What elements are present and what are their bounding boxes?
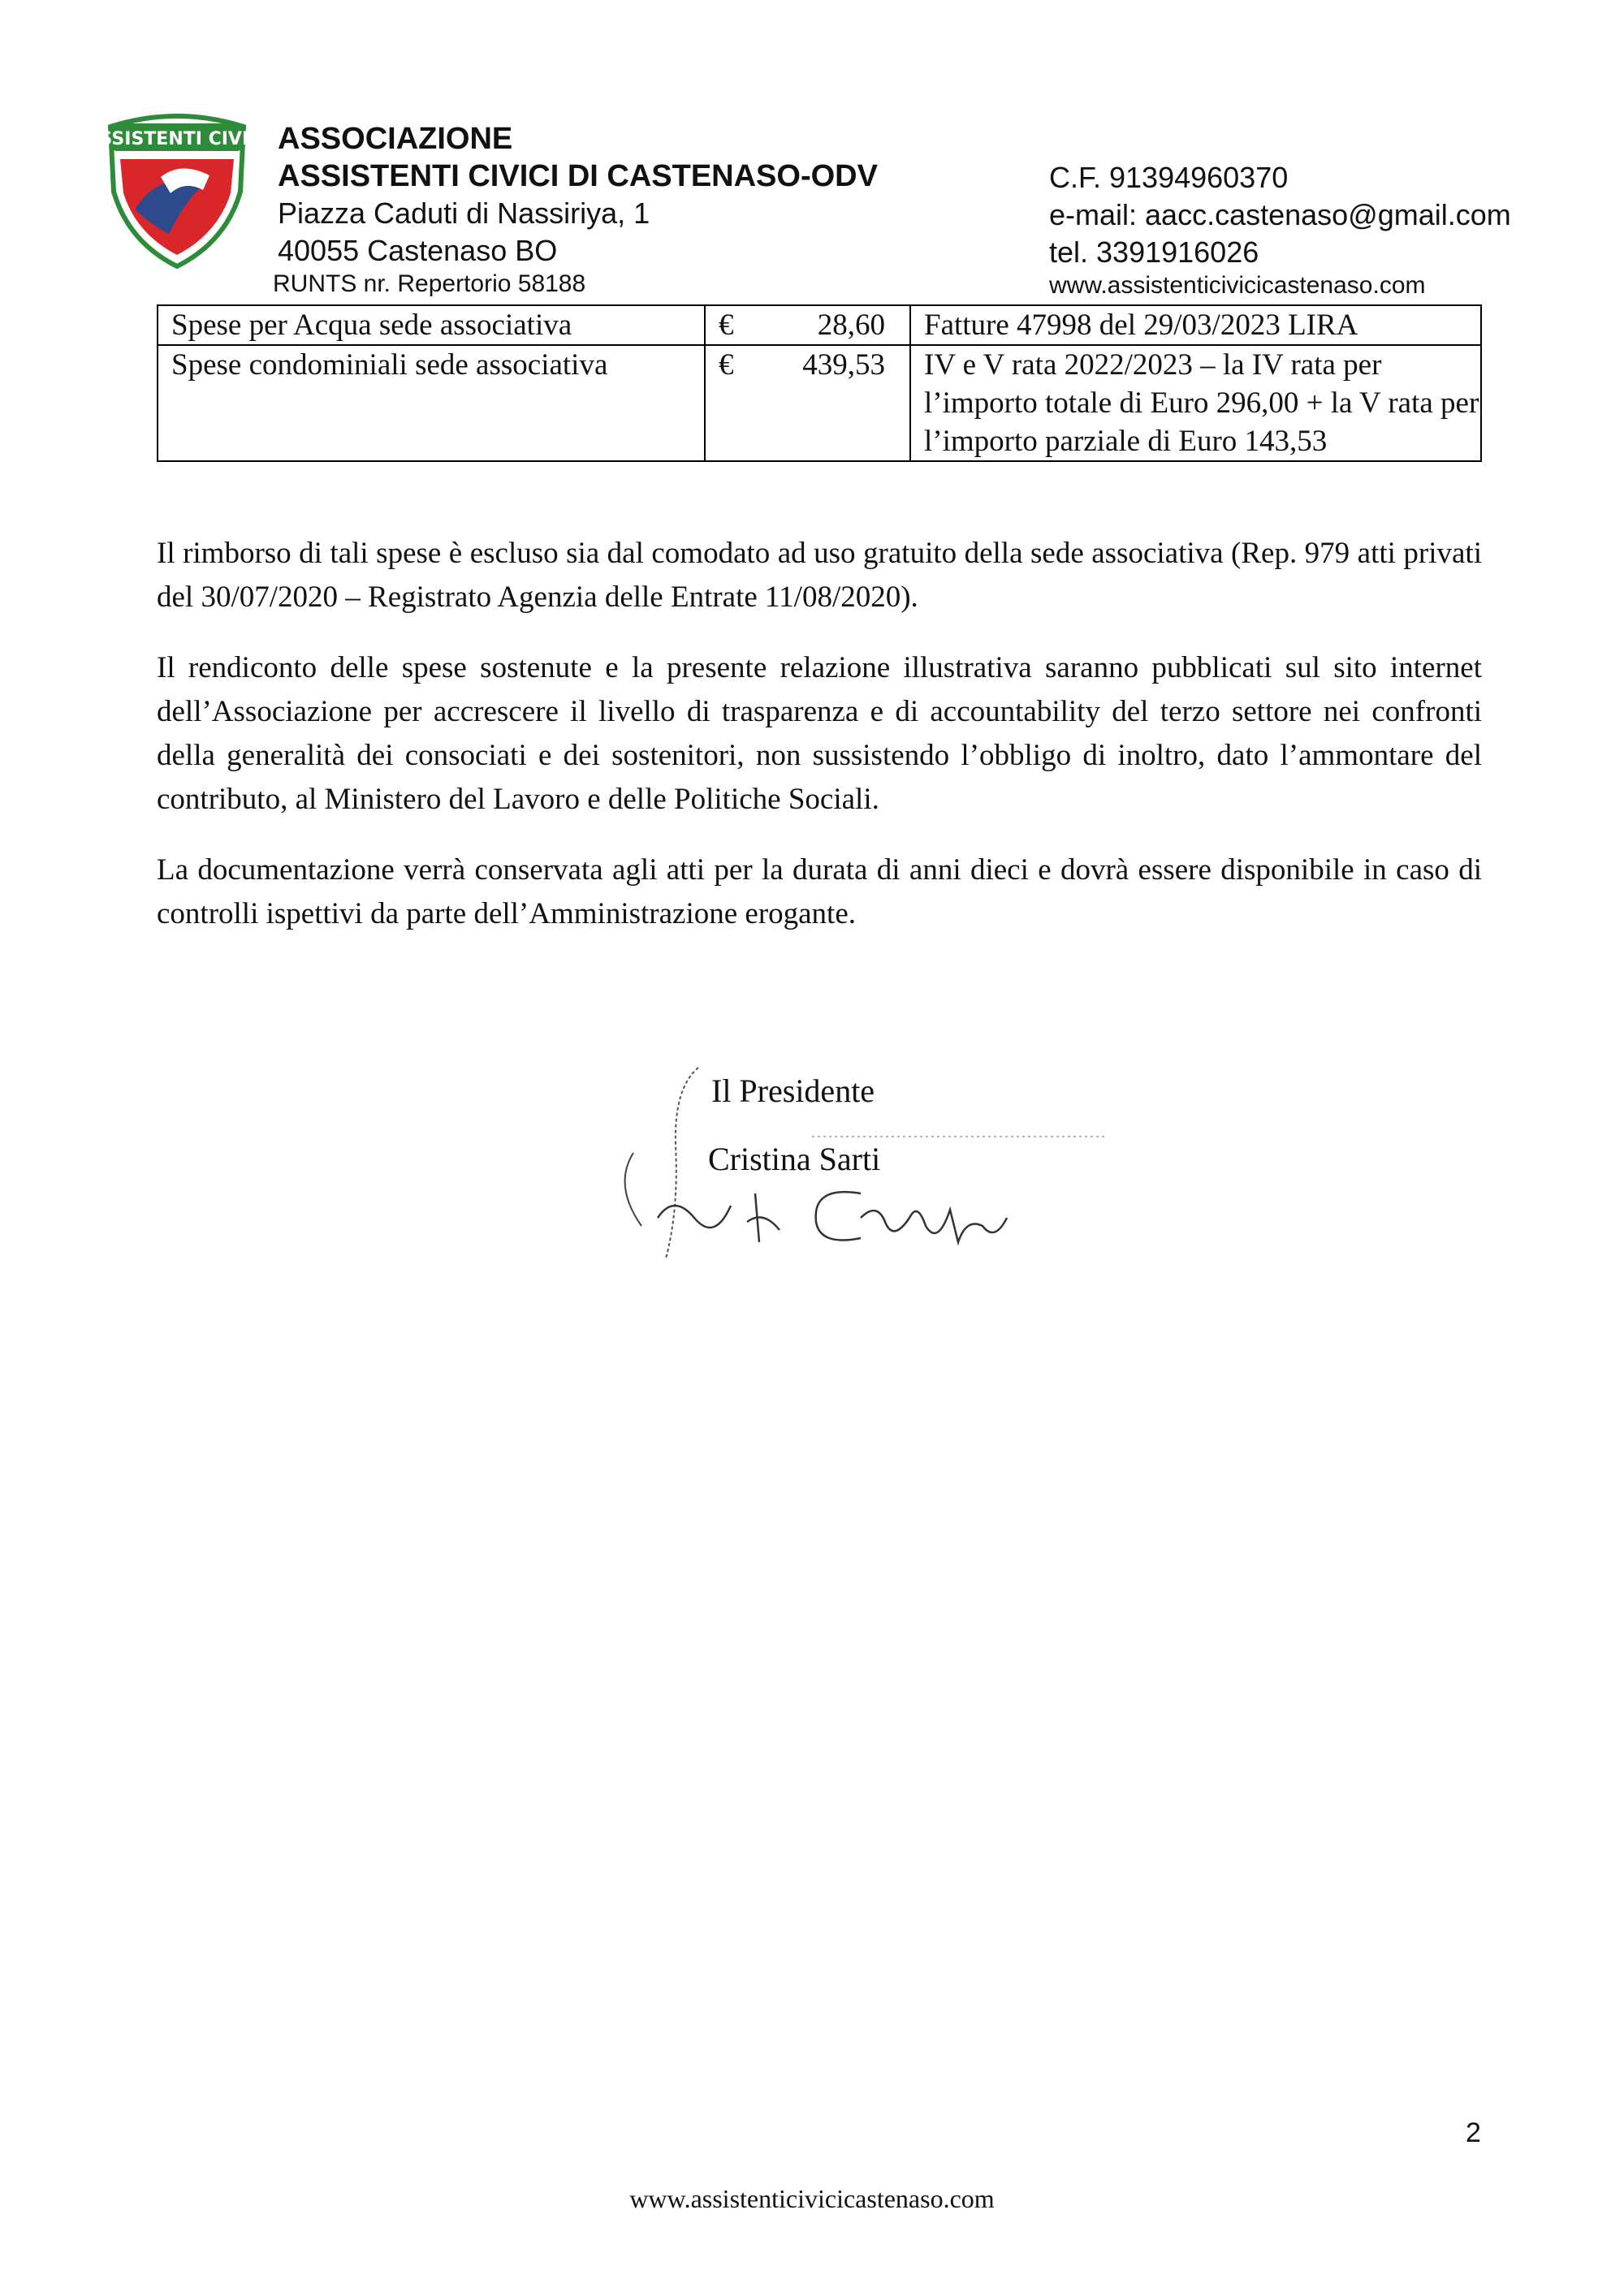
- paragraph-text: La documentazione verrà conservata agli atti per la durata di anni dieci e dovrà essere disponibile in caso di controlli ispettivi da parte dell’Amministrazione erogante.: [157, 853, 1482, 930]
- footer-website: www.assistenticivicicastenaso.com: [629, 2184, 995, 2213]
- expense-amount-cell: [705, 345, 910, 461]
- expense-description: Spese per Acqua sede associativa: [158, 305, 705, 345]
- paragraph-text: Il rendiconto delle spese sostenute e la presente relazione illustrativa saranno pubblicati sul sito internet dell’Associazione per accrescere il livello di trasparenza e di accountability del terzo settore nei confronti della generalità dei consociati e dei sostenitori, non sussistendo l’obbligo di inoltro, dato l’ammontare del contributo, al Ministero del Lavoro e delle Politiche Sociali.: [157, 651, 1482, 816]
- organization-header: [273, 120, 878, 299]
- expense-description: Spese condominiali sede associativa: [158, 345, 705, 461]
- org-address-street: Piazza Caduti di Nassiriya, 1: [278, 196, 650, 230]
- signature-name: Cristina Sarti: [708, 1141, 881, 1177]
- table-row: [158, 345, 1481, 461]
- table-row: [158, 305, 1481, 345]
- paragraph-publication: [157, 646, 1482, 822]
- expense-table: [157, 304, 1482, 462]
- paragraph-text: Il rimborso di tali spese è escluso sia dal comodato ad uso gratuito della sede associativa (Rep. 979 atti privati del 30/07/2020 – Registrato Agenzia delle Entrate 11/08/2020).: [157, 537, 1482, 614]
- expense-notes: IV e V rata 2022/2023 – la IV rata per l’importo totale di Euro 296,00 + la V rata per l’importo parziale di Euro 143,53: [910, 345, 1481, 461]
- association-logo: [85, 112, 269, 270]
- currency-symbol: €: [719, 348, 734, 382]
- logo-text: ASSISTENTI CIVICI: [85, 129, 269, 149]
- organization-contacts: [1049, 159, 1511, 300]
- paragraph-retention: [157, 848, 1482, 936]
- org-email: e-mail: aacc.castenaso@gmail.com: [1049, 198, 1511, 231]
- org-name: ASSISTENTI CIVICI DI CASTENASO-ODV: [278, 159, 878, 193]
- org-address-city: 40055 Castenaso BO: [278, 234, 558, 267]
- expense-notes: Fatture 47998 del 29/03/2023 LIRA: [910, 305, 1481, 345]
- org-tax-code: C.F. 91394960370: [1049, 161, 1289, 194]
- page-number: 2: [1466, 2117, 1481, 2148]
- org-runts: RUNTS nr. Repertorio 58188: [273, 270, 586, 297]
- signature-title: Il Presidente: [711, 1072, 875, 1109]
- expense-amount-cell: [705, 305, 910, 345]
- org-phone: tel. 3391916026: [1049, 235, 1259, 269]
- paragraph-reimbursement: [157, 532, 1482, 619]
- expense-amount: 28,60: [817, 309, 885, 342]
- expense-amount: 439,53: [802, 348, 885, 382]
- currency-symbol: €: [719, 309, 734, 342]
- org-type: ASSOCIAZIONE: [278, 122, 513, 156]
- org-website: www.assistenticivicicastenaso.com: [1049, 272, 1426, 299]
